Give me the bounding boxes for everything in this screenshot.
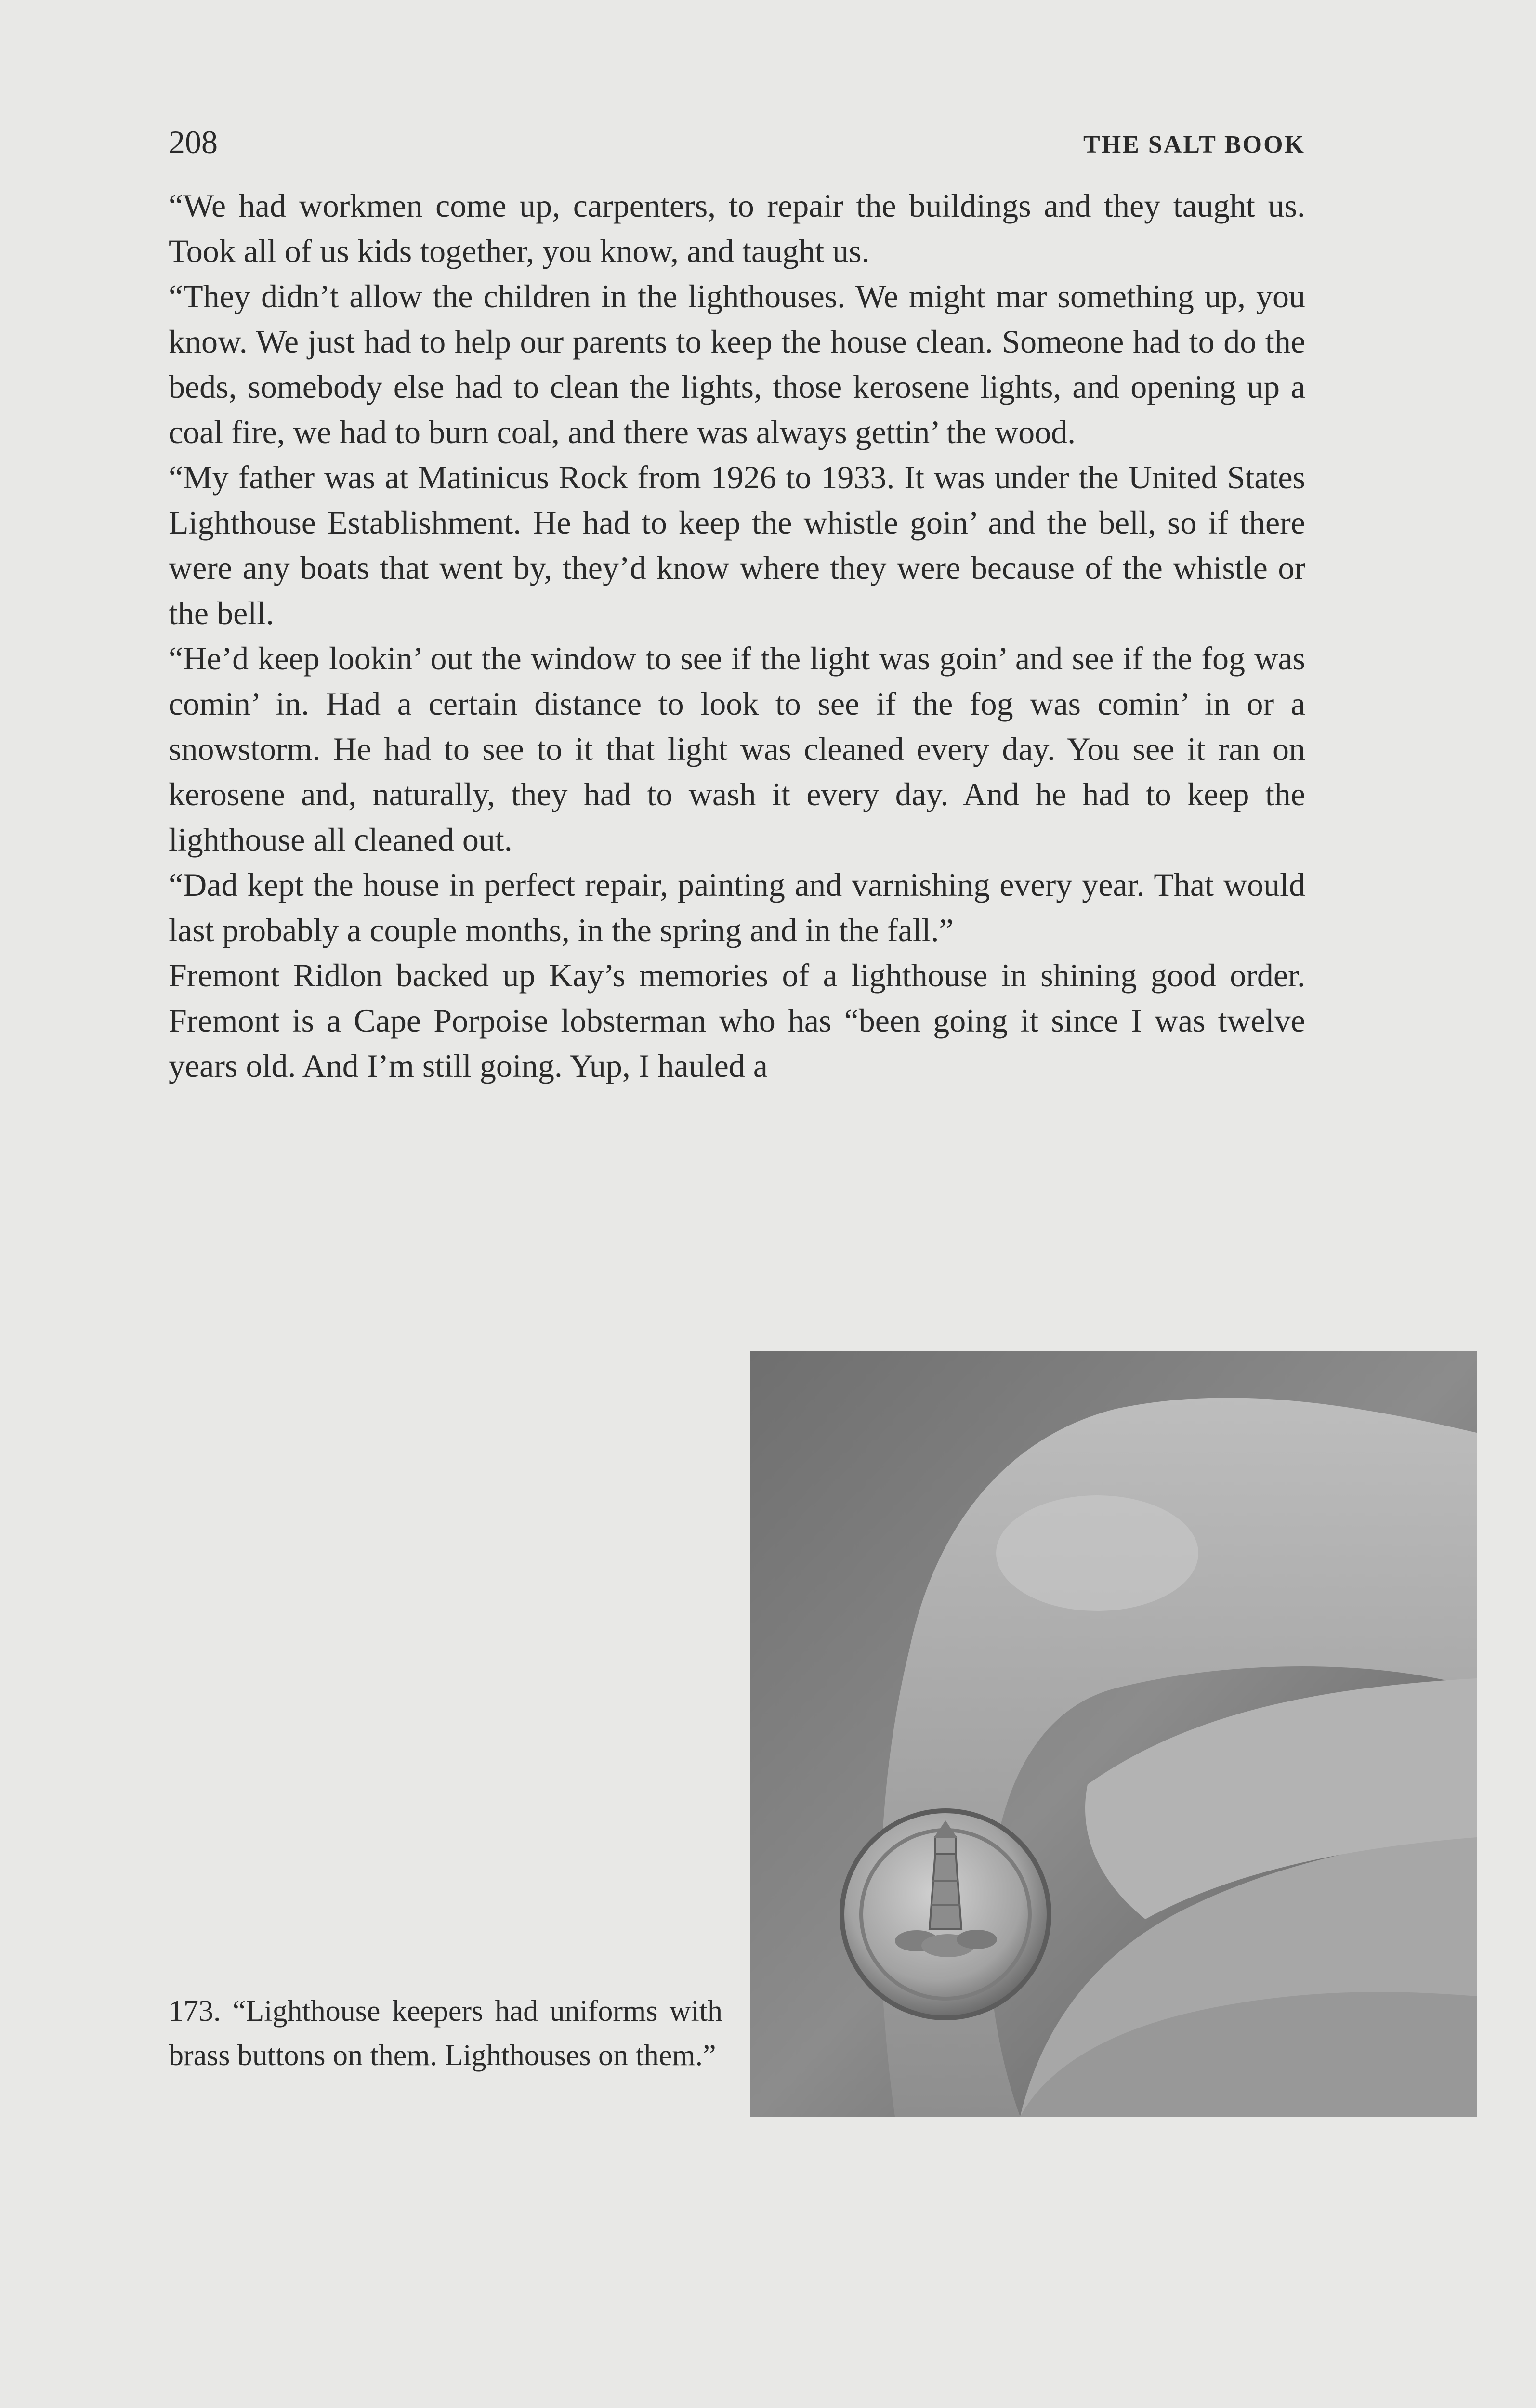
paragraph: “He’d keep lookin’ out the window to see if the light was goin’ and see if the fog was comin’ in. Had a certain distance to look to see if the fog was comin’ in or a snowstorm. He had to see to it that light was cleaned every day. You see it ran on kerosene and, naturally, they had to wash it every day. And he had to keep the lighthouse all cleaned out. — [169, 640, 1305, 858]
paragraph: “My father was at Matinicus Rock from 1926 to 1933. It was under the United States Lighthouse Establishment. He had to keep the whistle goin’ and the bell, so if there were any boats that went by, they’d know where they were because of the whistle or the bell. — [169, 459, 1305, 631]
photo-illustration — [750, 1351, 1477, 2117]
running-head — [169, 120, 1305, 164]
page-number: 208 — [169, 124, 218, 160]
book-title: THE SALT BOOK — [1083, 131, 1305, 158]
paragraph: Fremont Ridlon backed up Kay’s memories of a lighthouse in shining good order. Fremont is a Cape Porpoise lobsterman who has “been going it since I was twelve years old. And I’m still going. Yup, I hauled a — [169, 957, 1305, 1084]
paragraph: “They didn’t allow the children in the lighthouses. We might mar something up, you know. We just had to help our parents to keep the house clean. Someone had to do the beds, somebody else had to clean the lights, those kerosene lights, and opening up a coal fire, we had to burn coal, and there was always gettin’ the wood. — [169, 278, 1305, 450]
body-text — [169, 183, 1305, 1088]
hand-holding-lighthouse-button-photo — [750, 1351, 1477, 2117]
figure-caption: 173. “Lighthouse keepers had uniforms with brass buttons on them. Lighthouses on them.” — [169, 1995, 722, 2072]
paragraph: “We had workmen come up, carpenters, to repair the buildings and they taught us. Took all of us kids together, you know, and taught us. — [169, 187, 1305, 269]
paragraph: “Dad kept the house in perfect repair, painting and varnishing every year. That would last probably a couple months, in the spring and in the fall.” — [169, 866, 1305, 948]
